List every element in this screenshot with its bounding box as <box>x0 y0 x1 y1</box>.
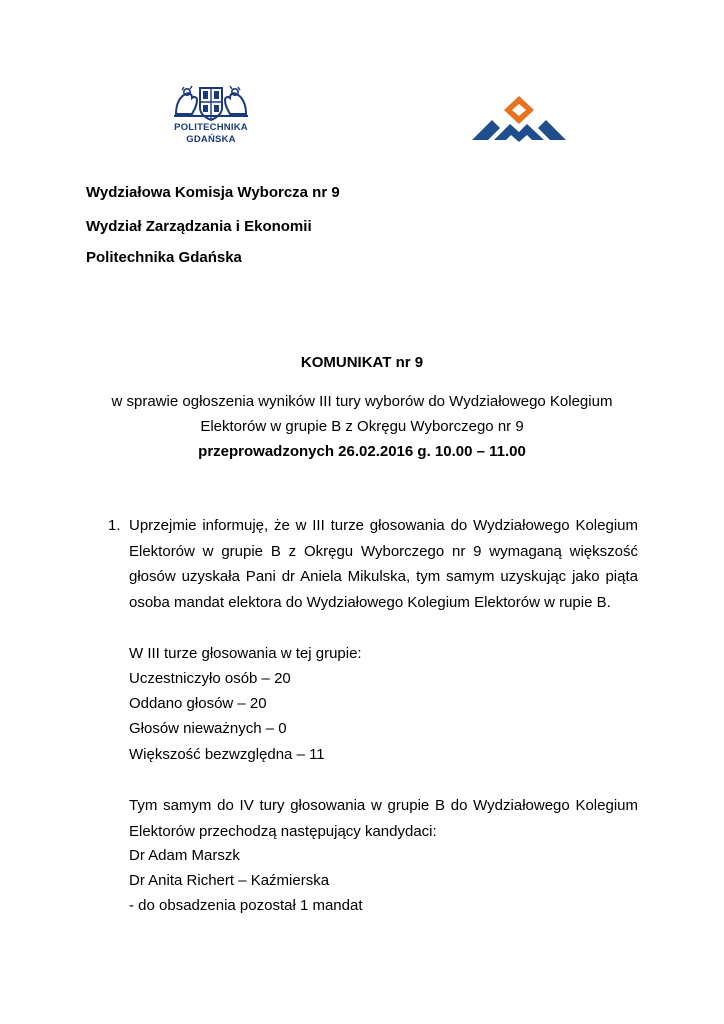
politechnika-gdanska-logo <box>170 84 252 146</box>
subtitle-line1: w sprawie ogłoszenia wyników III tury wyborów do Wydziałowego Kolegium <box>111 393 613 410</box>
faculty-mark-icon <box>470 94 568 142</box>
stat-absolute-majority: Większość bezwzględna – 11 <box>129 746 325 763</box>
candidate-item: Dr Adam Marszk <box>129 847 240 864</box>
stat-votes-cast: Oddano głosów – 20 <box>129 695 267 712</box>
faculty-logo <box>470 94 568 142</box>
header-faculty: Wydział Zarządzania i Ekonomii <box>86 218 312 235</box>
header-commission: Wydziałowa Komisja Wyborcza nr 9 <box>86 184 340 201</box>
university-crest-icon <box>170 84 252 122</box>
announcement-paragraph: Uprzejmie informuję, że w III turze głosowania do Wydziałowego Kolegium Elektorów w grupie B z Okręgu Wyborczego nr 9 wymaganą większość głosów uzyskała Pani dr Aniela Mikulska, tym samym uzyskując jako piąta osoba mandat elektora do Wydziałowego Kolegium Elektorów w rupie B. <box>129 517 638 612</box>
logo-text-line1: POLITECHNIKA <box>174 122 248 133</box>
candidates-paragraph: Tym samym do IV tury głosowania w grupie B do Wydziałowego Kolegium Elektorów przechodzą następujący kandydaci: <box>129 797 638 840</box>
header-university: Politechnika Gdańska <box>86 249 242 266</box>
logo-text-line2: GDAŃSKA <box>186 134 236 145</box>
list-number: 1. <box>108 517 121 534</box>
subtitle-line2: Elektorów w grupie B z Okręgu Wyborczego nr 9 <box>200 418 524 435</box>
stat-invalid-votes: Głosów nieważnych – 0 <box>129 720 287 737</box>
document-title: KOMUNIKAT nr 9 <box>300 354 424 371</box>
subtitle-date: przeprowadzonych 26.02.2016 g. 10.00 – 11.00 <box>198 443 526 460</box>
remaining-mandate-note: - do obsadzenia pozostał 1 mandat <box>129 897 363 914</box>
candidate-item: Dr Anita Richert – Kaźmierska <box>129 872 330 889</box>
stats-intro: W III turze głosowania w tej grupie: <box>129 645 362 662</box>
stat-participants: Uczestniczyło osób – 20 <box>129 670 291 687</box>
